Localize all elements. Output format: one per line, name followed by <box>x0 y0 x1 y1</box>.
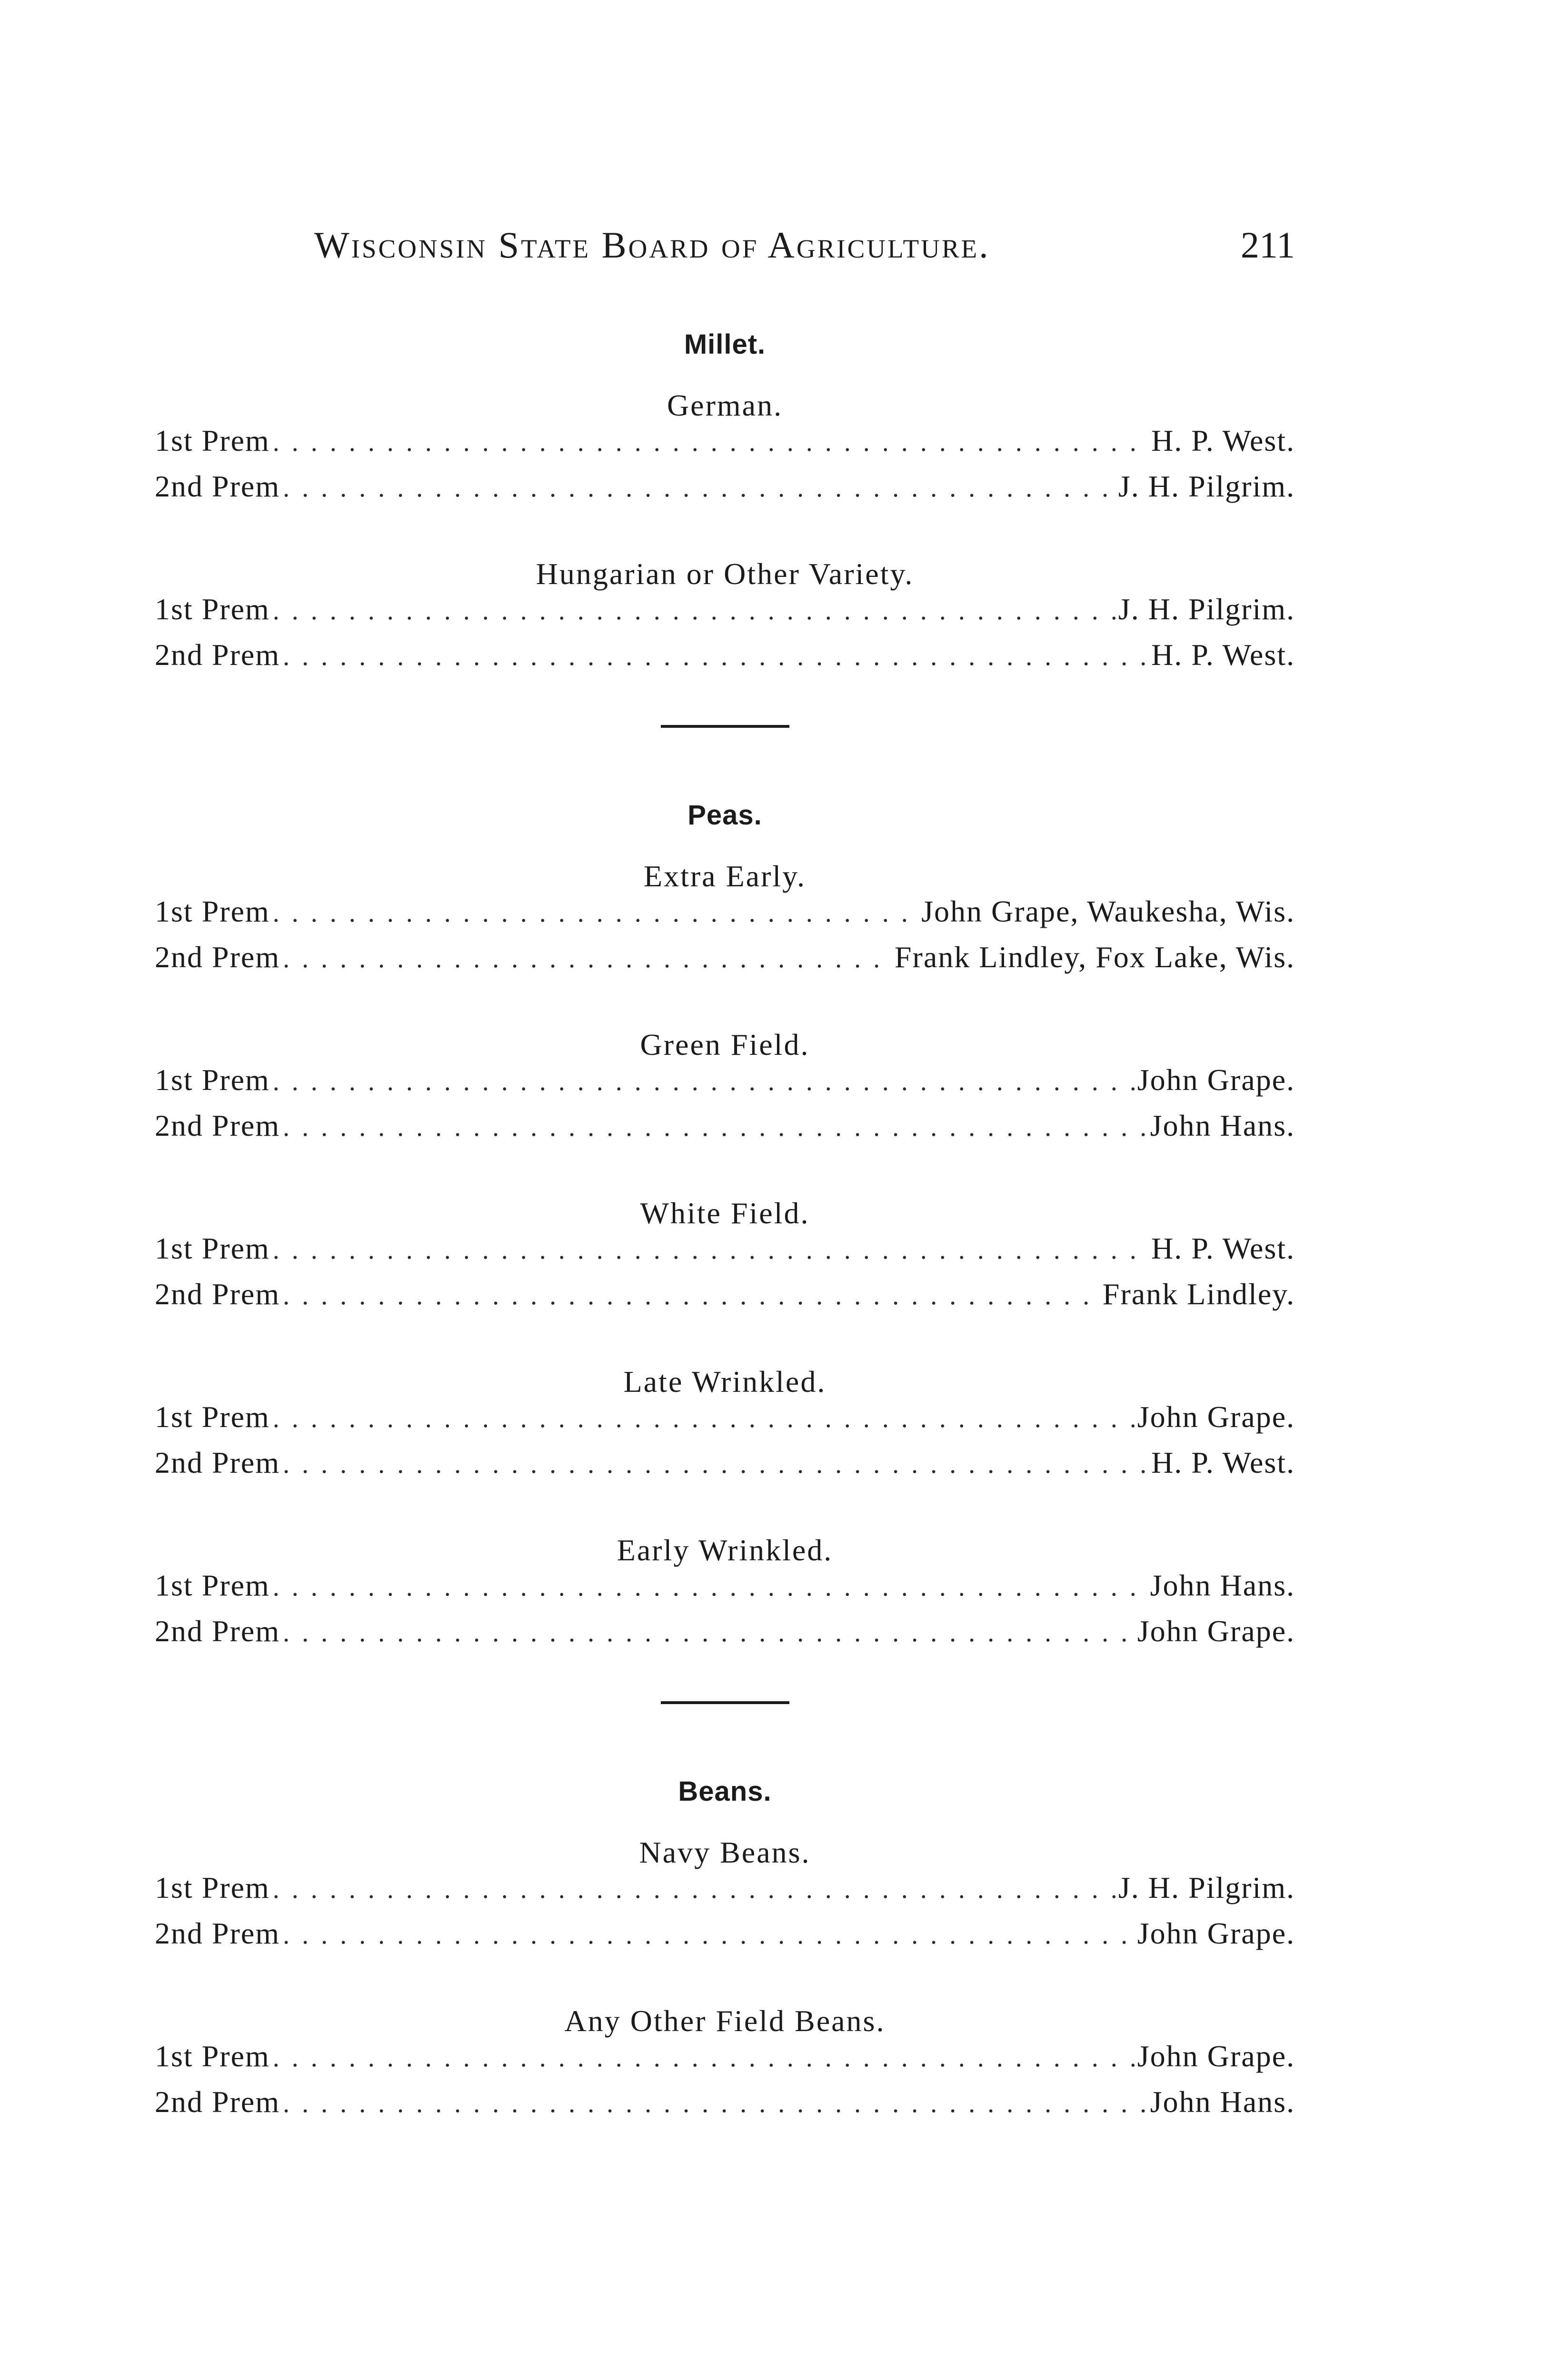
dot-leader <box>273 1572 1147 1602</box>
winner-name: John Grape. <box>1137 1400 1295 1434</box>
place-label: 2nd Prem <box>155 638 280 672</box>
place-label: 2nd Prem <box>155 1446 280 1479</box>
place-label: 2nd Prem <box>155 1277 280 1311</box>
place-label: 1st Prem <box>155 894 270 928</box>
winner-name: H. P. West. <box>1151 424 1295 457</box>
dot-leader <box>283 1112 1147 1142</box>
place-label: 1st Prem <box>155 424 270 457</box>
place-label: 2nd Prem <box>155 1916 280 1950</box>
list-item <box>155 1231 1295 1277</box>
winner-name: John Grape. <box>1137 2039 1295 2073</box>
group-title: White Field. <box>640 1196 810 1230</box>
winner-name: John Grape, Waukesha, Wis. <box>921 894 1295 928</box>
place-label: 1st Prem <box>155 1568 270 1602</box>
dot-leader <box>273 2043 1135 2073</box>
winner-name: John Grape. <box>1137 1916 1295 1950</box>
place-label: 2nd Prem <box>155 940 280 974</box>
winner-name: John Grape. <box>1137 1614 1295 1648</box>
dot-leader <box>283 641 1148 672</box>
list-item <box>155 1870 1295 1916</box>
list-item <box>155 423 1295 469</box>
winner-name: John Hans. <box>1150 1568 1295 1602</box>
group-title: Navy Beans. <box>639 1835 811 1869</box>
list-item <box>155 1445 1295 1491</box>
group-title: German. <box>667 388 783 422</box>
winner-name: John Hans. <box>1150 2085 1295 2119</box>
list-item <box>155 592 1295 637</box>
page-number: 211 <box>1240 224 1295 266</box>
place-label: 1st Prem <box>155 592 270 626</box>
dot-leader <box>283 1449 1148 1479</box>
section-title-peas: Peas. <box>687 800 762 831</box>
place-label: 1st Prem <box>155 1063 270 1097</box>
list-item <box>155 1062 1295 1108</box>
dot-leader <box>283 1280 1100 1311</box>
section-title-millet: Millet. <box>684 329 766 360</box>
place-label: 1st Prem <box>155 1871 270 1904</box>
list-item <box>155 894 1295 940</box>
list-item <box>155 1277 1295 1322</box>
place-label: 1st Prem <box>155 2039 270 2073</box>
winner-name: J. H. Pilgrim. <box>1118 469 1295 503</box>
list-item <box>155 469 1295 515</box>
place-label: 2nd Prem <box>155 2085 280 2119</box>
dot-leader <box>273 427 1148 457</box>
list-item <box>155 1614 1295 1659</box>
winner-name: J. H. Pilgrim. <box>1118 1871 1295 1904</box>
list-item <box>155 637 1295 683</box>
list-item <box>155 2084 1295 2130</box>
place-label: 1st Prem <box>155 1231 270 1265</box>
dot-leader <box>273 1235 1148 1265</box>
place-label: 1st Prem <box>155 1400 270 1434</box>
dot-leader <box>273 595 1116 626</box>
list-item <box>155 1399 1295 1445</box>
place-label: 2nd Prem <box>155 1109 280 1142</box>
winner-name: H. P. West. <box>1151 638 1295 672</box>
group-title: Early Wrinkled. <box>617 1533 833 1567</box>
group-title: Hungarian or Other Variety. <box>536 557 914 591</box>
list-item <box>155 1108 1295 1154</box>
list-item <box>155 940 1295 985</box>
place-label: 2nd Prem <box>155 469 280 503</box>
winner-name: H. P. West. <box>1151 1446 1295 1479</box>
dot-leader <box>273 1403 1135 1434</box>
page-header <box>314 224 1295 267</box>
winner-name: Frank Lindley. <box>1102 1277 1295 1311</box>
dot-leader <box>283 1920 1135 1950</box>
list-item <box>155 1916 1295 1962</box>
dot-leader <box>273 1066 1135 1097</box>
list-item <box>155 1568 1295 1614</box>
section-title-beans: Beans. <box>678 1776 772 1807</box>
winner-name: John Grape. <box>1137 1063 1295 1097</box>
premium-list <box>155 328 1295 2130</box>
group-title: Extra Early. <box>643 859 807 893</box>
list-item <box>155 2039 1295 2084</box>
dot-leader <box>283 1617 1135 1648</box>
winner-name: John Hans. <box>1150 1109 1295 1142</box>
winner-name: H. P. West. <box>1151 1231 1295 1265</box>
winner-name: J. H. Pilgrim. <box>1118 592 1295 626</box>
dot-leader <box>283 2088 1147 2119</box>
place-label: 2nd Prem <box>155 1614 280 1648</box>
running-head: Wisconsin State Board of Agriculture. <box>314 224 990 266</box>
dot-leader <box>273 898 918 928</box>
dot-leader <box>273 1874 1116 1904</box>
dot-leader <box>283 473 1116 503</box>
group-title: Green Field. <box>640 1028 810 1061</box>
dot-leader <box>283 943 892 974</box>
winner-name: Frank Lindley, Fox Lake, Wis. <box>894 940 1295 974</box>
group-title: Any Other Field Beans. <box>564 2004 886 2038</box>
group-title: Late Wrinkled. <box>623 1365 827 1398</box>
